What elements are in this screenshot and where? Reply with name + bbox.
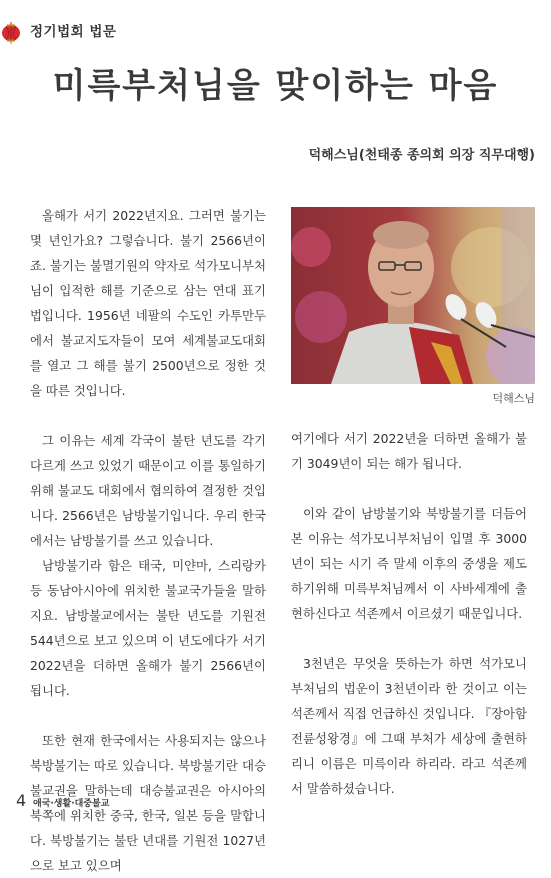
paragraph-spacer [291,626,527,651]
section-label: 정기법회 법문 [30,24,117,40]
paragraph: 또한 현재 한국에서는 사용되지는 않으나 북방불기는 따로 있습니다. 북방불기란 대승불교권을 말하는데 대승불교권은 아시아의 북쪽에 위치한 중국, 한국, 일본 등을 말합니다. 북방불기는 불탄 년대를 기원전 1027년으로 보고 있으며 [30,733,266,873]
monk-photo [291,207,535,384]
article-column-left [30,203,266,878]
paragraph-spacer [291,476,527,501]
lantern-icon [0,22,22,44]
article-author: 덕해스님(천태종 종의회 의장 직무대행) [308,148,535,163]
footer-label: 애국·생활·대중불교 [33,799,110,809]
article-title: 미륵부처님을 맞이하는 마음 [52,66,499,106]
paragraph: 이와 같이 남방불기와 북방불기를 더듬어본 이유는 석가모니부처님이 입멸 후 3000년이 되는 시기 즉 말세 이후의 중생을 제도하기위해 미륵부처님께서 이 사바세계에 출현하신다고 석존께서 이르셨기 때문입니다. [291,506,527,621]
paragraph-spacer [30,403,266,428]
paragraph: 올해가 서기 2022년지요. 그러면 불기는 몇 년인가요? 그렇습니다. 불기 2566년이죠. 불기는 불멸기원의 약자로 석가모니부처님이 입적한 해를 기준으로 삼는 연대 표기법입니다. 1956년 네팔의 수도인 카투만두에서 불교지도자들이 모여 세계불교도대회를 열고 그 해를 불기 2500년으로 정한 것을 따른 것입니다. [30,208,266,398]
photo-caption: 덕해스님 [492,392,535,405]
paragraph: 여기에다 서기 2022년을 더하면 올해가 불기 3049년이 되는 해가 됩니다. [291,431,527,471]
article-column-right [291,426,527,801]
paragraph: 그 이유는 세계 각국이 불탄 년도를 각기 다르게 쓰고 있었기 때문이고 이를 통일하기 위해 불교도 대회에서 협의하여 결정한 것입니다. 2566년은 남방불기입니다. 우리 한국에서는 남방불기를 쓰고 있습니다. [30,433,266,548]
paragraph-spacer [30,703,266,728]
paragraph: 3천년은 무엇을 뜻하는가 하면 석가모니부처님의 법운이 3천년이라 한 것이고 이는 석존께서 직접 언급하신 것입니다. 『장아함전륜성왕경』에 그때 부처가 세상에 출현하리니 이름은 미륵이라 하리라. 라고 석존께서 말씀하셨습니다. [291,656,527,796]
page-number: 4 [16,791,27,810]
paragraph: 남방불기라 함은 태국, 미얀마, 스리랑카 등 동남아시아에 위치한 불교국가들을 말하지요. 남방불교에서는 불탄 년도를 기원전 544년으로 보고 있으며 이 년도에다가 서기 2022년을 더하면 올해가 불기 2566년이 됩니다. [30,558,266,698]
